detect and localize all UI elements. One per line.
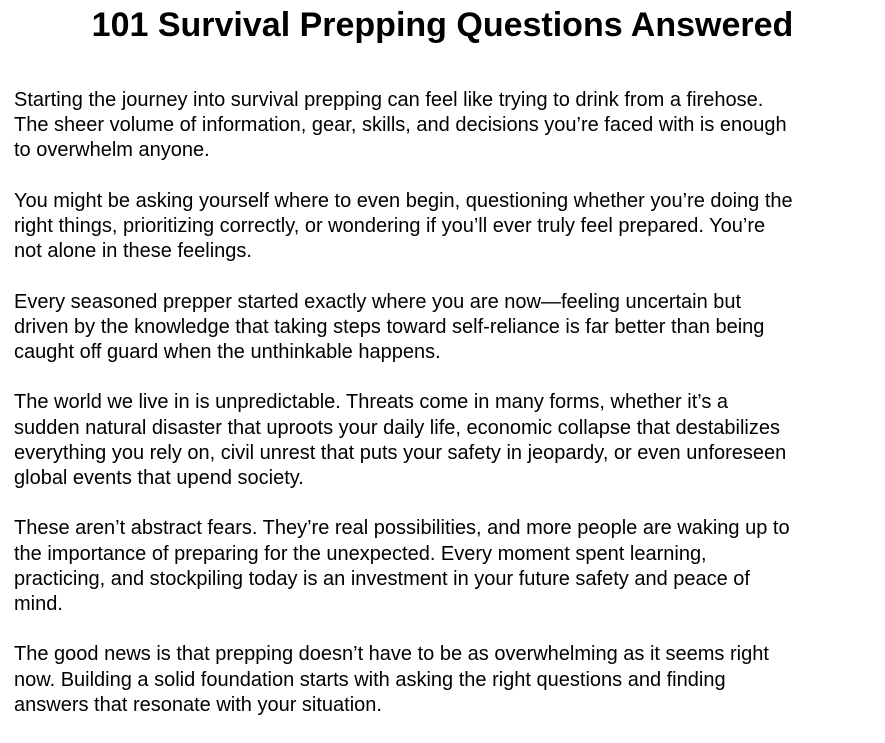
paragraph — [14, 516, 879, 617]
paragraph-line: These aren’t abstract fears. They’re real possibilities, and more people are waking up to — [14, 517, 790, 540]
paragraph-line: to overwhelm anyone. — [14, 139, 210, 162]
paragraph — [14, 88, 879, 164]
paragraph-line: not alone in these feelings. — [14, 240, 252, 263]
paragraph-line: everything you rely on, civil unrest that puts your safety in jeopardy, or even unforeseen — [14, 441, 787, 464]
paragraph — [14, 189, 879, 265]
paragraph-line: Every seasoned prepper started exactly where you are now—feeling uncertain but — [14, 290, 742, 313]
paragraph-line: practicing, and stockpiling today is an investment in your future safety and peace of — [14, 567, 750, 590]
paragraph-line: The good news is that prepping doesn’t have to be as overwhelming as it seems right — [14, 643, 769, 666]
paragraph-line: The sheer volume of information, gear, skills, and decisions you’re faced with is enough — [14, 114, 787, 137]
paragraph-line: Starting the journey into survival prepping can feel like trying to drink from a firehose. — [14, 89, 764, 111]
paragraph — [14, 290, 879, 366]
paragraph-line: You might be asking yourself where to even begin, questioning whether you’re doing the — [14, 189, 793, 212]
page-title: 101 Survival Prepping Questions Answered — [91, 6, 794, 44]
paragraph-line: mind. — [14, 593, 63, 615]
paragraph — [14, 390, 879, 491]
paragraph — [14, 642, 879, 718]
paragraph-line: right things, prioritizing correctly, or wondering if you’ll ever truly feel prepared. You’re — [14, 215, 766, 237]
paragraph-line: answers that resonate with your situation. — [14, 693, 382, 716]
paragraph-line: caught off guard when the unthinkable happens. — [14, 341, 441, 363]
paragraph-line: The world we live in is unpredictable. Threats come in many forms, whether it’s a — [14, 391, 729, 414]
paragraph-line: driven by the knowledge that taking steps toward self-reliance is far better than being — [14, 315, 765, 338]
paragraph-line: the importance of preparing for the unexpected. Every moment spent learning, — [14, 542, 707, 565]
paragraph-line: now. Building a solid foundation starts with asking the right questions and finding — [14, 668, 726, 691]
paragraph-line: global events that upend society. — [14, 467, 304, 489]
paragraph-line: sudden natural disaster that uproots your daily life, economic collapse that destabilizes — [14, 416, 780, 439]
article-body — [14, 88, 879, 743]
